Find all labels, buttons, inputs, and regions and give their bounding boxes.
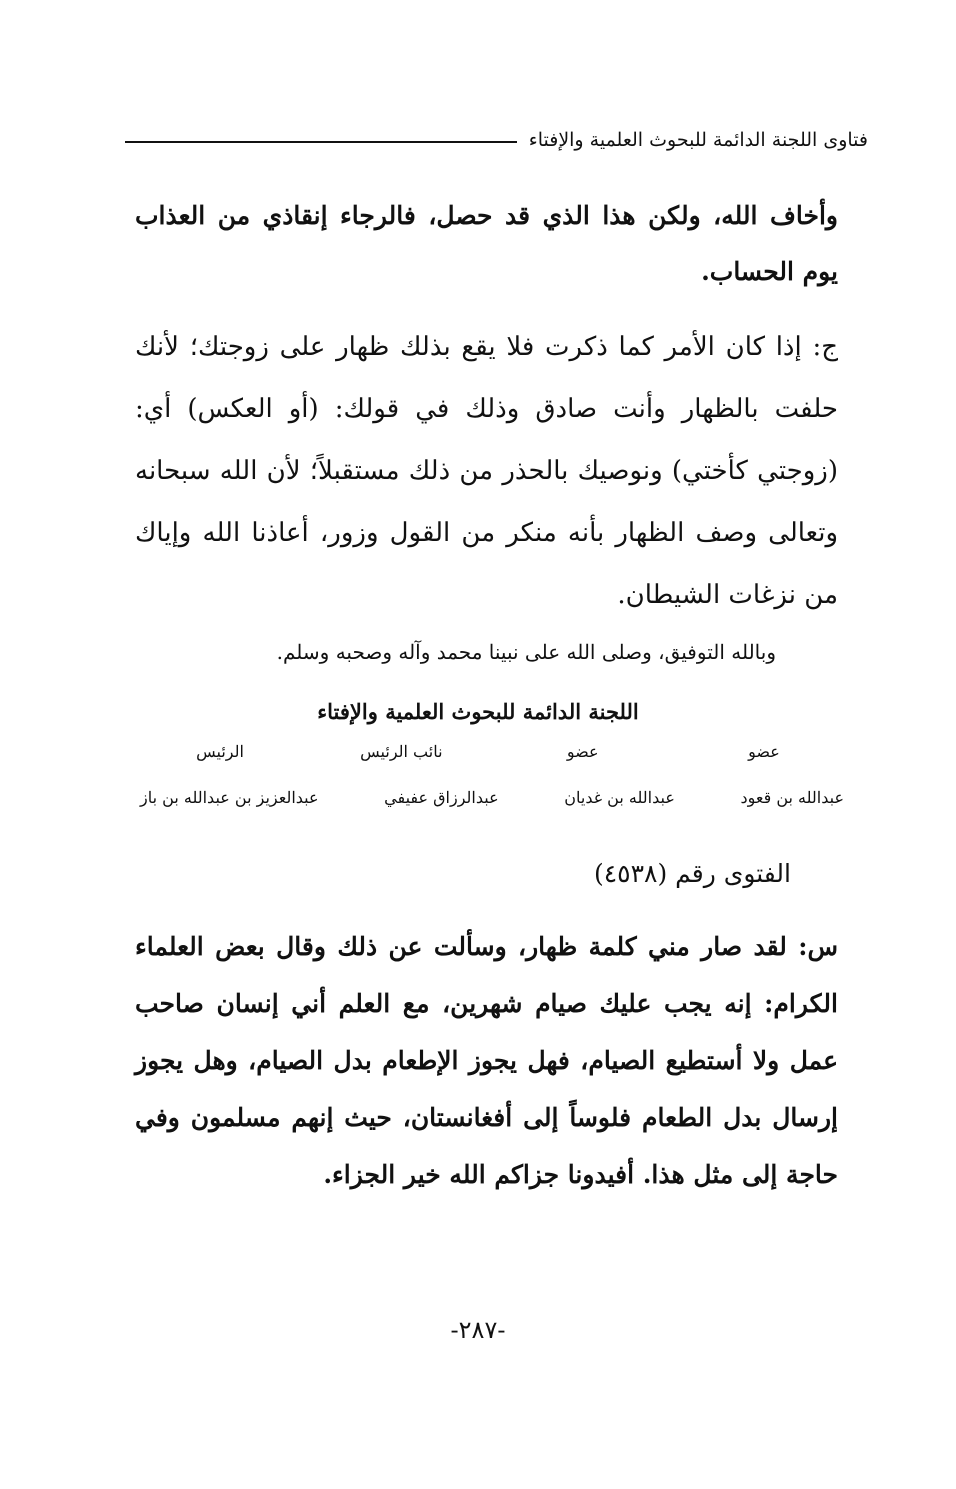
- signatory-name: عبدالله بن غديان: [564, 788, 675, 807]
- signatory-role: الرئيس: [196, 742, 244, 761]
- fatwa-number: الفتوى رقم (٤٥٣٨): [593, 859, 791, 888]
- signatory-name: عبدالعزيز بن عبدالله بن باز: [140, 788, 319, 807]
- page-number: -٢٨٧-: [450, 1316, 506, 1344]
- signatory-role: نائب الرئيس: [360, 742, 443, 761]
- signatory-roles: [140, 742, 844, 761]
- closing-line: وبالله التوفيق، وصلى الله على نبينا محمد وآله وصحبه وسلم.: [276, 640, 776, 664]
- question-continuation: وأخاف الله، ولكن هذا الذي قد حصل، فالرجاء إنقاذي من العذاب يوم الحساب.: [135, 201, 838, 286]
- running-title: فتاوى اللجنة الدائمة للبحوث العلمية والإفتاء: [528, 129, 868, 151]
- signatory-role: عضو: [566, 742, 599, 761]
- answer-paragraph: ج: إذا كان الأمر كما ذكرت فلا يقع بذلك ظهار على زوجتك؛ لأنك حلفت بالظهار وأنت صادق وذلك في قولك: (أو العكس) أي: (زوجتي كأختي) ونوصيك بالحذر من ذلك مستقبلاً؛ لأن الله سبحانه وتعالى وصف الظهار بأنه منكر من القول وزور، أعاذنا الله وإياك من نزغات الشيطان.: [135, 332, 838, 610]
- question-paragraph: س: لقد صار مني كلمة ظهار، وسألت عن ذلك وقال بعض العلماء الكرام: إنه يجب عليك صيام شهرين، مع العلم أني إنسان صاحب عمل ولا أستطيع الصيام، فهل يجوز الإطعام بدل الصيام، وهل يجوز إرسال بدل الطعام فلوساً إلى أفغانستان، حيث إنهم مسلمون وفي حاجة إلى مثل هذا. أفيدونا جزاكم الله خير الجزاء.: [135, 932, 838, 1189]
- header-rule: [125, 141, 517, 143]
- signatory-name: عبدالله بن قعود: [740, 788, 844, 807]
- signatory-role: عضو: [748, 742, 780, 761]
- committee-name: اللجنة الدائمة للبحوث العلمية والإفتاء: [317, 699, 639, 724]
- signatory-name: عبدالرزاق عفيفي: [384, 788, 499, 807]
- signatory-names: [140, 788, 844, 807]
- running-header: [125, 120, 868, 160]
